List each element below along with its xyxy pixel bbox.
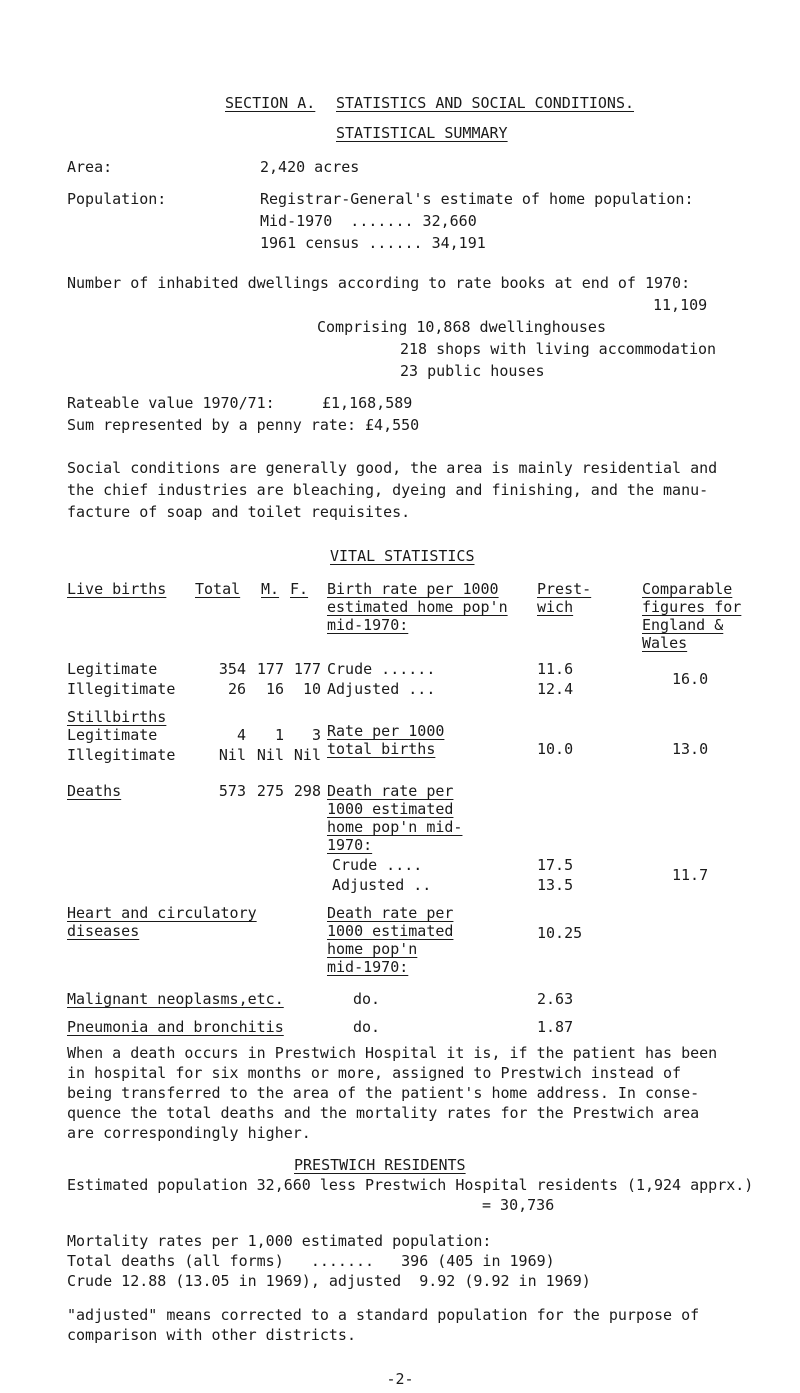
- birth-rate-heading-2: estimated home pop'n: [327, 598, 508, 616]
- malignant-value: 2.63: [537, 990, 574, 1008]
- legitimate-male: 177: [256, 660, 284, 678]
- col-comparable-3: England &: [642, 616, 724, 634]
- heart-rate-heading-2: 1000 estimated: [327, 922, 454, 940]
- col-female: F.: [290, 580, 309, 598]
- mortality-total-deaths: Total deaths (all forms) ....... 396 (405 in 1969): [67, 1252, 555, 1270]
- birth-adjusted-label: Adjusted ...: [327, 680, 436, 698]
- adjusted-definition-line-2: comparison with other districts.: [67, 1326, 356, 1344]
- stillbirths-legitimate-male: 1: [274, 726, 284, 744]
- dwellings-total: 11,109: [653, 296, 708, 314]
- illegitimate-male: 16: [265, 680, 284, 698]
- deaths-female: 298: [293, 782, 321, 800]
- illegitimate-female: 10: [302, 680, 321, 698]
- deaths-total: 573: [218, 782, 246, 800]
- col-comparable-4: Wales: [642, 634, 688, 652]
- heart-disease-value: 10.25: [537, 924, 583, 942]
- stillbirths-legitimate-female: 3: [311, 726, 321, 744]
- hospital-note-line-4: quence the total deaths and the mortality rates for the Prestwich area: [67, 1104, 700, 1122]
- population-estimate-line: Registrar-General's estimate of home population:: [260, 190, 694, 208]
- legitimate-label: Legitimate: [67, 660, 158, 678]
- legitimate-total: 354: [218, 660, 246, 678]
- pneumonia-ditto: do.: [353, 1018, 381, 1036]
- hospital-note-line-5: are correspondingly higher.: [67, 1124, 311, 1142]
- col-comparable-1: Comparable: [642, 580, 733, 598]
- birth-rate-england-wales: 16.0: [672, 670, 709, 688]
- stillbirth-rate-heading-1: Rate per 1000: [327, 722, 445, 740]
- area-value: 2,420 acres: [260, 158, 360, 176]
- comprising-public-houses: 23 public houses: [400, 362, 545, 380]
- adjusted-definition-line-1: "adjusted" means corrected to a standard population for the purpose of: [67, 1306, 700, 1324]
- illegitimate-label: Illegitimate: [67, 680, 176, 698]
- section-title: STATISTICS AND SOCIAL CONDITIONS.: [336, 94, 635, 112]
- social-conditions-line-3: facture of soap and toilet requisites.: [67, 503, 411, 521]
- death-rate-heading-4: 1970:: [327, 836, 373, 854]
- death-adjusted-value: 13.5: [537, 876, 574, 894]
- heart-disease-label-2: diseases: [67, 922, 140, 940]
- birth-adjusted-value: 12.4: [537, 680, 574, 698]
- stillbirth-rate-value: 10.0: [537, 740, 574, 758]
- deaths-label: Deaths: [67, 782, 122, 800]
- pneumonia-label: Pneumonia and bronchitis: [67, 1018, 284, 1036]
- mortality-crude-adjusted: Crude 12.88 (13.05 in 1969), adjusted 9.92 (9.92 in 1969): [67, 1272, 591, 1290]
- area-label: Area:: [67, 158, 113, 176]
- stillbirths-illegitimate-male: Nil: [256, 746, 284, 764]
- stillbirths-legitimate-total: 4: [236, 726, 246, 744]
- heart-rate-heading-4: mid-1970:: [327, 958, 409, 976]
- hospital-note-line-3: being transferred to the area of the patient's home address. In conse-: [67, 1084, 700, 1102]
- comprising-shops: 218 shops with living accommodation: [400, 340, 717, 358]
- birth-rate-heading-1: Birth rate per 1000: [327, 580, 499, 598]
- illegitimate-total: 26: [227, 680, 246, 698]
- heart-rate-heading-1: Death rate per: [327, 904, 454, 922]
- death-crude-value: 17.5: [537, 856, 574, 874]
- residents-population-line: Estimated population 32,660 less Prestwich Hospital residents (1,924 apprx.): [67, 1176, 754, 1194]
- dwellings-line: Number of inhabited dwellings according to rate books at end of 1970:: [67, 274, 691, 292]
- death-rate-heading-3: home pop'n mid-: [327, 818, 463, 836]
- death-rate-heading-1: Death rate per: [327, 782, 454, 800]
- death-rate-heading-2: 1000 estimated: [327, 800, 454, 818]
- vital-statistics-title: VITAL STATISTICS: [330, 547, 475, 565]
- malignant-label: Malignant neoplasms,etc.: [67, 990, 284, 1008]
- pneumonia-value: 1.87: [537, 1018, 574, 1036]
- mortality-heading: Mortality rates per 1,000 estimated population:: [67, 1232, 492, 1250]
- stillbirths-illegitimate-label: Illegitimate: [67, 746, 176, 764]
- hospital-note-line-2: in hospital for six months or more, assigned to Prestwich instead of: [67, 1064, 682, 1082]
- summary-title: STATISTICAL SUMMARY: [336, 124, 508, 142]
- malignant-ditto: do.: [353, 990, 381, 1008]
- population-label: Population:: [67, 190, 167, 208]
- col-comparable-2: figures for: [642, 598, 742, 616]
- stillbirth-rate-england-wales: 13.0: [672, 740, 709, 758]
- prestwich-residents-heading: PRESTWICH RESIDENTS: [294, 1156, 466, 1174]
- section-label: SECTION A.: [225, 94, 316, 112]
- comprising-dwellinghouses: Comprising 10,868 dwellinghouses: [317, 318, 606, 336]
- social-conditions-line-2: the chief industries are bleaching, dyeing and finishing, and the manu-: [67, 481, 709, 499]
- deaths-male: 275: [256, 782, 284, 800]
- page-number: -2-: [386, 1370, 414, 1388]
- col-prestwich-2: wich: [537, 598, 574, 616]
- birth-crude-value: 11.6: [537, 660, 574, 678]
- stillbirths-illegitimate-total: Nil: [218, 746, 246, 764]
- col-live-births: Live births: [67, 580, 167, 598]
- penny-rate: Sum represented by a penny rate: £4,550: [67, 416, 420, 434]
- col-prestwich-1: Prest-: [537, 580, 592, 598]
- death-crude-label: Crude ....: [332, 856, 423, 874]
- heart-rate-heading-3: home pop'n: [327, 940, 418, 958]
- residents-population-result: = 30,736: [482, 1196, 555, 1214]
- legitimate-female: 177: [293, 660, 321, 678]
- col-total: Total: [195, 580, 241, 598]
- stillbirths-heading: Stillbirths: [67, 708, 167, 726]
- birth-crude-label: Crude ......: [327, 660, 436, 678]
- heart-disease-label-1: Heart and circulatory: [67, 904, 257, 922]
- population-mid-1970: Mid-1970 ....... 32,660: [260, 212, 477, 230]
- social-conditions-line-1: Social conditions are generally good, the area is mainly residential and: [67, 459, 718, 477]
- rateable-label: Rateable value 1970/71:: [67, 394, 275, 412]
- rateable-value: £1,168,589: [322, 394, 413, 412]
- death-adjusted-label: Adjusted ..: [332, 876, 432, 894]
- stillbirth-rate-heading-2: total births: [327, 740, 436, 758]
- stillbirths-illegitimate-female: Nil: [293, 746, 321, 764]
- birth-rate-heading-3: mid-1970:: [327, 616, 409, 634]
- population-census-1961: 1961 census ...... 34,191: [260, 234, 486, 252]
- stillbirths-legitimate-label: Legitimate: [67, 726, 158, 744]
- col-male: M.: [261, 580, 280, 598]
- hospital-note-line-1: When a death occurs in Prestwich Hospital it is, if the patient has been: [67, 1044, 718, 1062]
- death-rate-england-wales: 11.7: [672, 866, 709, 884]
